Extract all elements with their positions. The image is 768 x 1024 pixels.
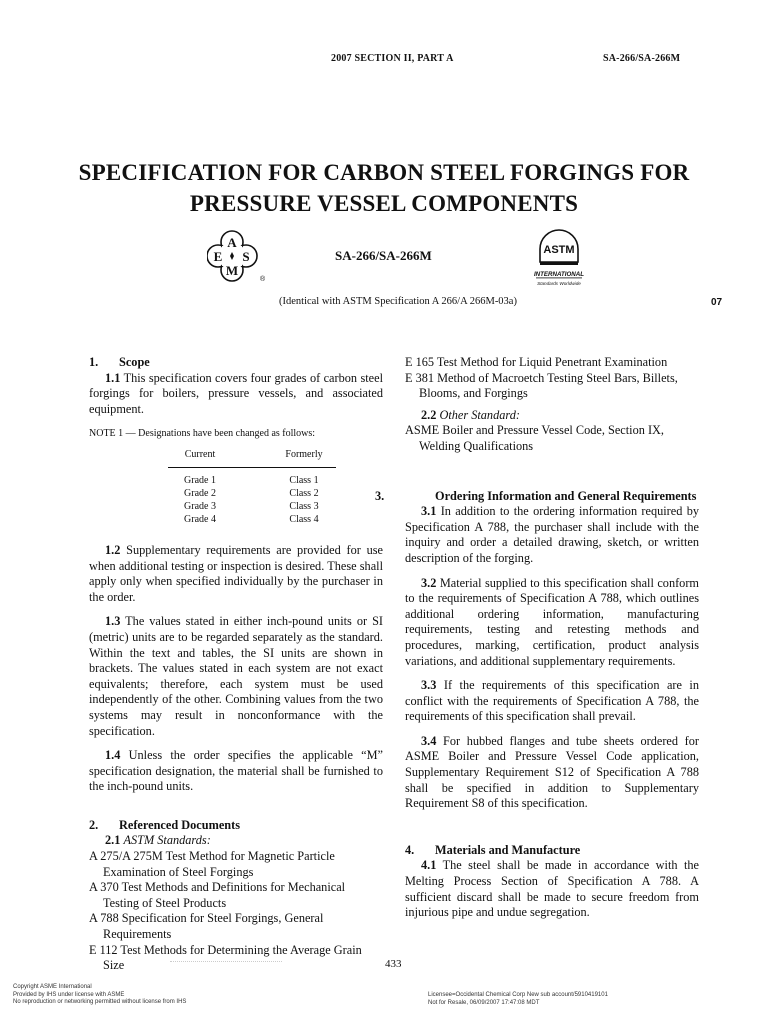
footer-copyright: Copyright ASME International xyxy=(13,984,92,990)
paragraph-3-4: 3.4 For hubbed flanges and tube sheets ordered for ASME Boiler and Pressure Vessel Code application, Supplementary Requirement S12 of Specification A 788 shall be specified in addition to Supplementary Requirement S8 of this specification. xyxy=(405,733,699,811)
paragraph-3-3: 3.3 If the requirements of this specification are in conflict with the requirements of Specification A 788, the requirements of this specification shall prevail. xyxy=(405,678,699,724)
note-1: NOTE 1 — Designations have been changed as follows: xyxy=(89,428,316,440)
document-title-line2: PRESSURE VESSEL COMPONENTS xyxy=(189,191,579,216)
page-number: 433 xyxy=(385,958,402,970)
paragraph-4-1: 4.1 The steel shall be made in accordance with the Melting Process Section of Specification A 788. A sufficient discard shall be made to secure freedom from injurious pipe and undue segregation. xyxy=(405,858,699,920)
faded-scan-artifact xyxy=(170,961,282,963)
section-2-heading: 2. Referenced Documents xyxy=(89,817,240,832)
asme-logo-registered: ® xyxy=(260,276,266,283)
section-4-heading: 4. Materials and Manufacture xyxy=(405,842,581,857)
paragraph-1-3: 1.3 The values stated in either inch-pound units or SI (metric) units are to be regarded separately as the standard. Within the text and tables, the SI units are shown in brackets. The values stated in each system are not exact equivalents; therefore, each system must be used independently of the other. Combining values from the two systems may result in nonconformance with the specification. xyxy=(89,614,383,738)
footer-provided-by: Provided by IHS under license with ASME xyxy=(13,991,125,998)
table-cell: Class 3 xyxy=(289,500,319,512)
asme-logo xyxy=(207,228,267,286)
astm-logo xyxy=(528,228,590,290)
astm-logo-tagline: Standards Worldwide xyxy=(537,281,581,286)
reference-a370: A 370 Test Methods and Definitions for Mechanical Testing of Steel Products xyxy=(89,880,346,910)
astm-logo-international: INTERNATIONAL xyxy=(533,271,585,278)
section-3-heading: 3. Ordering Information and General Requirements xyxy=(375,488,697,503)
table-header-current: Current xyxy=(168,447,232,467)
section-1-heading: 1. Scope xyxy=(89,355,150,369)
left-column xyxy=(89,355,383,974)
footer-no-reproduction: No reproduction or networking permitted without license from IHS xyxy=(13,999,187,1005)
reference-asme-section-ix: ASME Boiler and Pressure Vessel Code, Section IX, Welding Qualifications xyxy=(405,423,665,453)
reference-e112: E 112 Test Methods for Determining the Average Grain Size xyxy=(89,942,362,973)
table-cell: Grade 1 xyxy=(184,474,216,486)
asme-logo-letter-e: E xyxy=(213,249,223,264)
running-header-right: SA-266/SA-266M xyxy=(603,53,681,64)
table-cell: Class 2 xyxy=(289,487,319,499)
table-cell: Class 4 xyxy=(289,513,319,525)
paragraph-3-2: 3.2 Material supplied to this specification shall conform to the requirements of Specification A 788, which outlines additional ordering information, manufacturing requirements, testing and retesting methods and procedures, marking, certification, product analysis variations, and additional supplementary requirements. xyxy=(405,575,699,668)
astm-emblem-icon xyxy=(528,228,590,290)
asme-logo-letter-a: A xyxy=(227,235,237,250)
table-header-formerly: Formerly xyxy=(272,447,336,467)
footer-right xyxy=(428,992,608,1007)
margin-revision-mark: 07 xyxy=(711,297,723,308)
paragraph-1-1: 1.1 This specification covers four grades of carbon steel forgings for boilers, pressure vessels, and associated equipment. xyxy=(89,370,383,416)
reference-a788: A 788 Specification for Steel Forgings, General Requirements xyxy=(89,911,324,942)
footer-left xyxy=(13,984,186,1007)
right-column xyxy=(375,355,699,921)
asme-logo-letter-s: S xyxy=(242,249,250,264)
reference-e381: E 381 Method of Macroetch Testing Steel Bars, Billets, Blooms, and Forgings xyxy=(405,370,678,401)
paragraph-2-1: 2.1 ASTM Standards: xyxy=(105,833,211,848)
running-header-center: 2007 SECTION II, PART A xyxy=(331,53,454,64)
paragraph-2-2: 2.2 Other Standard: xyxy=(421,407,520,422)
identical-with-note: (Identical with ASTM Specification A 266/A 266M-03a) xyxy=(279,296,517,307)
astm-logo-letters: ASTM xyxy=(543,244,575,256)
table-cell: Grade 4 xyxy=(184,513,216,525)
asme-logo-letter-m: M xyxy=(225,263,239,278)
table-cell: Grade 2 xyxy=(184,487,216,499)
document-title-line1: SPECIFICATION FOR CARBON STEEL FORGINGS FOR xyxy=(78,160,690,185)
reference-a275: A 275/A 275M Test Method for Magnetic Particle Examination of Steel Forgings xyxy=(89,849,335,879)
paragraph-3-1: 3.1 In addition to the ordering information required by Specification A 788, the purchaser shall include with the inquiry and order a detailed drawing, sketch, or written description of the forging. xyxy=(405,504,699,565)
footer-licensee: Licensee=Occidental Chemical Corp New sub account/5910419101 xyxy=(428,992,608,998)
designation: SA-266/SA-266M xyxy=(335,248,432,263)
reference-e165: E 165 Test Method for Liquid Penetrant Examination xyxy=(405,355,668,369)
asme-clover-icon xyxy=(207,228,267,286)
designation-table xyxy=(168,447,336,526)
paragraph-1-4: 1.4 Unless the order specifies the applicable “M” specification designation, the material shall be furnished to the inch-pound units. xyxy=(89,748,384,794)
table-cell: Class 1 xyxy=(289,474,319,486)
paragraph-1-2: 1.2 Supplementary requirements are provided for use when additional testing or inspection is desired. These shall apply only when specified individually by the purchaser in the order. xyxy=(89,542,384,604)
footer-not-for-resale: Not for Resale, 06/09/2007 17:47:08 MDT xyxy=(428,999,540,1006)
table-cell: Grade 3 xyxy=(184,500,216,512)
